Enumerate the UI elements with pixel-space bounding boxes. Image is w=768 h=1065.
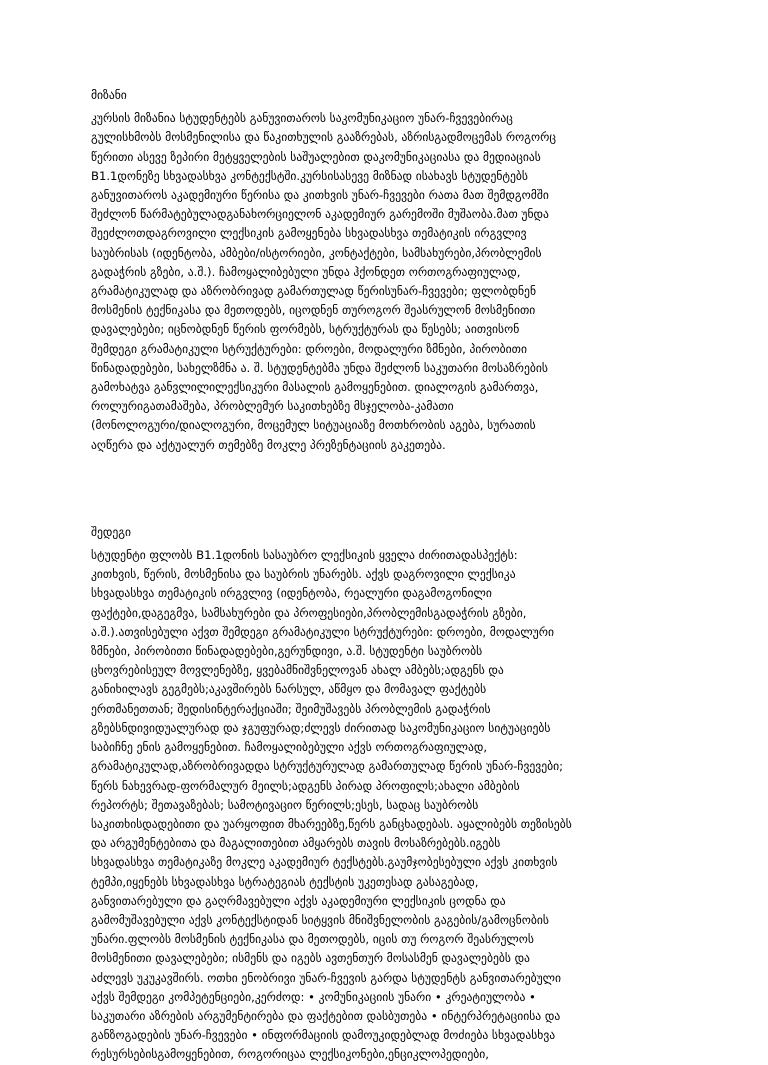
paragraph-line: განზოგადების უნარ-ჩვევები • ინფორმაციის დამოუკიდებლად მოძიება სხვადასხვა <box>91 1028 556 1043</box>
paragraph-line: როლურიგათამაშება, პრობლემურ საკითხებზე მსჯელობა-კამათი <box>91 399 454 414</box>
paragraph-line: გრამატიკულად,აზრობრივადდა სტრუქტურულად გამართულად წერის უნარ-ჩვევები; <box>91 759 564 774</box>
paragraph-line: შემდეგი გრამატიკული სტრუქტურები: დროები, მოდალური ზმნები, პირობითი <box>91 341 527 356</box>
paragraph-line: რეპორტს; შეთავაზებას; სამოტივაციო წერილს;ესეს, სადაც საუბრობს <box>91 797 479 812</box>
paragraph-line: კურსის მიზანია სტუდენტებს განუვითაროს საკომუნიკაციო უნარ-ჩვევებირაც <box>91 111 513 126</box>
goal-heading: მიზანი <box>91 88 127 102</box>
paragraph-line: რესურსებისგამოყენებით, როგორიცაა ლექსიკონები,ენციკლოპედიები, <box>91 1047 489 1062</box>
paragraph-line: საუბრისას (იდენტობა, ამბები/ისტორიები, კონტაქტები, სამსახურები,პრობლემის <box>91 245 542 260</box>
paragraph-line: აღწერა და აქტუალურ თემებზე მოკლე პრეზენტაციის გაკეთება. <box>91 437 446 452</box>
paragraph-line: სტუდენტი ფლობს B1.1დონის სასაუბრო ლექსიკის ყველა ძირითადასპექტს: <box>91 548 518 563</box>
paragraph-line: შეძლონ წარმატებულადგანახორციელონ აკადემიურ გარემოში მუშაობა.მათ უნდა <box>91 207 549 222</box>
paragraph-line: წერითი ასევე ზეპირი მეტყველების საშუალებით დაკომუნიკაციასა და მედიაციას <box>91 149 541 164</box>
paragraph-line: შეეძლოთდაგროვილი ლექსიკის გამოყენება სხვადასხვა თემატიკის ირგვლივ <box>91 226 527 241</box>
paragraph-line: განვითარებული და გაღრმავებული აქვს აკადემიური ლექსიკის ცოდნა და <box>91 893 506 908</box>
paragraph-line: აქვს შემდეგი კომპეტენციები,კერძოდ: • კომუნიკაციის უნარი • კრეატიულობა • <box>91 989 536 1004</box>
paragraph-line: ერთმანეთთან; შედისინტერაქციაში; შეიმუშავებს პრობლემის გადაჭრის <box>91 701 491 716</box>
paragraph-line: საბიჩნე ენის გამოყენებით. ჩამოყალიბებული აქვს ორთოგრაფიულად, <box>91 740 488 755</box>
paragraph-line: მოსმენის ტექნიკასა და მეთოდებს, იცოდნენ თუროგორ შეასრულონ მოსმენითი <box>91 303 536 318</box>
document-page <box>91 86 703 1065</box>
section-spacer <box>91 455 703 523</box>
goal-paragraph <box>91 109 703 455</box>
paragraph-line: მოსმენითი დავალებები; ისმენს და იგებს ავთენთურ მოსასმენ დავალებებს და <box>91 951 530 966</box>
paragraph-line: განიხილავს გეგმებს;აკავშირებს ნარსულ, აწმყო და მომავალ ფაქტებს <box>91 682 487 697</box>
paragraph-line: ტემპი,იყენებს სხვადასხვა სტრატეგიას ტექსტის უკეთესად გასაგებად, <box>91 874 479 889</box>
paragraph-line: ცხოვრებისეულ მოვლენებზე, ყვებამნიშვნელოვან ახალ ამბებს;ადგენს და <box>91 663 504 678</box>
paragraph-line: გამოხატვა განვლილილექსიკური მასალის გამოყენებით. დიალოგის გამართვა, <box>91 380 539 395</box>
paragraph-line: სხვადასხვა თემატიკაზე მოკლე აკადემიურ ტექსტებს.გაუმჯობესებული აქვს კითხვის <box>91 855 558 870</box>
paragraph-line: გამომუშავებული აქვს კონტექსტიდან სიტყვის მნიშვნელობის გაგების/გამოცნობის <box>91 912 549 927</box>
paragraph-line: საკითხისდადებითი და უარყოფით მხარეებზე,წერს განცხადებას. აყალიბებს თეზისებს <box>91 816 572 831</box>
paragraph-line: წერს ნახევრად-ფორმალურ მეილს;ადგენს პირად პროფილს;ახალი ამბების <box>91 778 520 793</box>
paragraph-line: ა.შ.).ათვისებული აქვთ შემდეგი გრამატიკული სტრუქტურები: დროები, მოდალური <box>91 624 554 639</box>
paragraph-line: კითხვის, წერის, მოსმენისა და საუბრის უნარებს. აქვს დაგროვილი ლექსიკა <box>91 567 516 582</box>
paragraph-line: გზებსნდივიდუალურად და ჯგუფურად;ძლევს ძირითად საკომუნიკაციო სიტუაციებს <box>91 720 551 735</box>
paragraph-line: გულისხმობს მოსმენილისა და წაკითხულის გააზრებას, აზრისგადმოცემას როგორც <box>91 130 556 145</box>
paragraph-line: წინადადებები, სახელზმნა ა. შ. სტუდენტებმა უნდა შეძლონ საკუთარი მოსაზრების <box>91 360 548 375</box>
paragraph-line: ზმნები, პირობითი წინადადებები,გერუნდივი, ა.შ. სტუდენტი საუბრობს <box>91 644 483 659</box>
paragraph-line: განუვითაროს აკადემიური წერისა და კითხვის უნარ-ჩვევები რათა მათ შემდგომში <box>91 188 549 203</box>
result-heading: შედეგი <box>91 524 131 539</box>
paragraph-line: უნარი.ფლობს მოსმენის ტექნიკასა და მეთოდებს, იცის თუ როგორ შეასრულოს <box>91 932 534 947</box>
paragraph-line: საკუთარი აზრების არგუმენტირება და ფაქტებით დასბუთება • ინტერპრეტაციისა და <box>91 1008 561 1023</box>
paragraph-line: გრამატიკულად და აზრობრივად გამართულად წერისუნარ-ჩვევები; ფლობდნენ <box>91 284 537 299</box>
paragraph-line: და არგუმენტებითა და მაგალითებით ამყარებს თავის მოსაზრებებს.იგებს <box>91 836 501 851</box>
paragraph-line: აძლევს უკუკავშირს. ოთხი ენობრივი უნარ-ჩვევის გარდა სტუდენტს განვითარებული <box>91 970 562 985</box>
paragraph-line: (მონოლოგური/დიალოგური, მოცემულ სიტუაციაზე მოთხრობის აგება, სურათის <box>91 418 536 433</box>
paragraph-line: დავალებები; იცნობდნენ წერის ფორმებს, სტრუქტურას და წესებს; აითვისონ <box>91 322 520 337</box>
paragraph-line: სხვადასხვა თემატიკის ირგვლივ (იდენტობა, რეალური დაგამოგონილი <box>91 586 492 601</box>
paragraph-line: B1.1დონეზე სხვადასხვა კონტექსტში.კურსისასევე მიზნად ისახავს სტუდენტებს <box>91 168 528 183</box>
paragraph-line: გადაჭრის გზები, ა.შ.). ჩამოყალიბებული უნდა ჰქონდეთ ორთოგრაფიულად, <box>91 264 521 279</box>
paragraph-line: ფაქტები,დაგეგმვა, სამსახურები და პროფესიები,პრობლემისგადაჭრის გზები, <box>91 605 527 620</box>
result-paragraph <box>91 546 703 1064</box>
